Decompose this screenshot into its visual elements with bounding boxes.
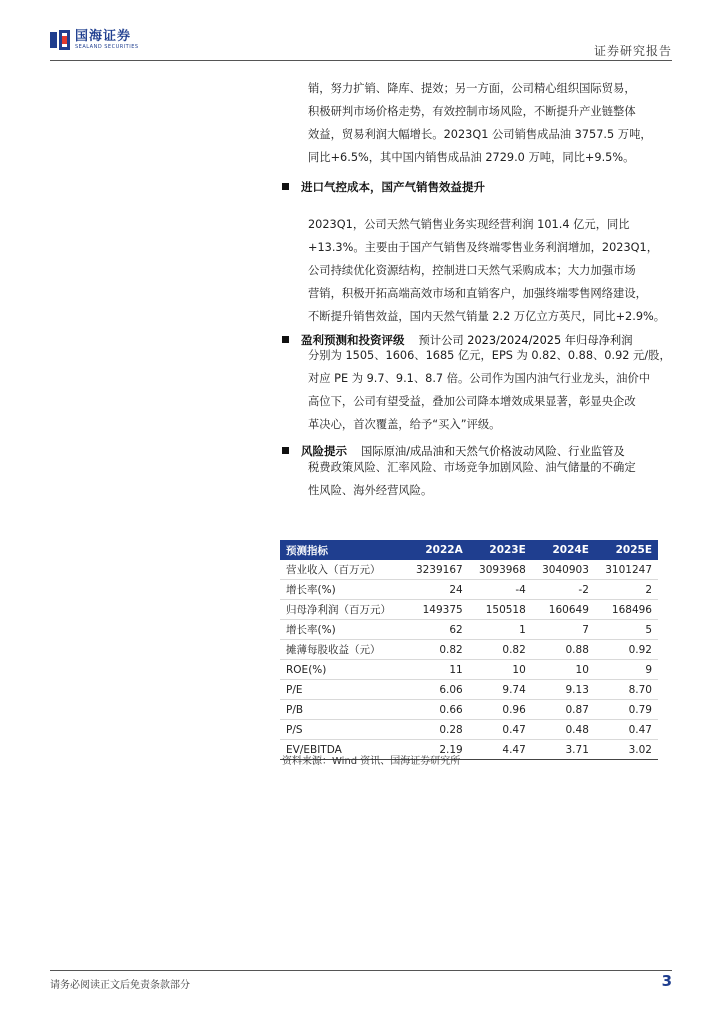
table-cell: 4.47 [469,740,532,760]
sealand-logo [50,30,139,50]
footer-divider [50,970,672,971]
paragraph-line: 营销，积极开拓高端高效市场和直销客户，加强终端零售网络建设， [308,287,647,300]
table-row [280,600,658,620]
table-cell: 10 [532,660,595,680]
forecast-first-line: 预计公司 2023/2024/2025 年归母净利润 [418,334,633,347]
paragraph-line: +13.3%。主要由于国产气销售及终端零售业务利润增加，2023Q1， [308,241,659,254]
paragraph-line: 性风险、海外经营风险。 [308,484,433,497]
table-cell: 11 [406,660,469,680]
table-cell: 160649 [532,600,595,620]
table-header-cell: 预测指标 [280,540,406,560]
paragraph-line: 效益，贸易利润大幅增长。2023Q1 公司销售成品油 3757.5 万吨， [308,128,652,141]
gas-heading-text: 进口气控成本，国产气销售效益提升 [301,180,485,194]
table-cell: 营业收入（百万元） [280,560,406,580]
table-cell: 3093968 [469,560,532,580]
forecast-heading-text: 盈利预测和投资评级 [301,333,405,347]
table-cell: 0.82 [469,640,532,660]
forecast-section-body [308,344,672,436]
table-row [280,660,658,680]
table-cell: 2.19 [406,740,469,760]
table-cell: EV/EBITDA [280,740,406,760]
table-cell: 5 [595,620,658,640]
table-cell: 2 [595,580,658,600]
table-cell: 149375 [406,600,469,620]
table-cell: 9.74 [469,680,532,700]
table-cell: -2 [532,580,595,600]
table-cell: 9.13 [532,680,595,700]
bullet-square-icon [282,447,289,454]
paragraph-line: 销，努力扩销、降库、提效；另一方面，公司精心组织国际贸易， [308,82,636,95]
logo-chinese-name: 国海证券 [75,29,132,44]
table-row [280,620,658,640]
paragraph-line: 革决心，首次覆盖，给予“买入”评级。 [308,418,501,431]
paragraph-line: 公司持续优化资源结构，控制进口天然气采购成本；大力加强市场 [308,264,636,277]
table-cell: -4 [469,580,532,600]
table-cell: 3239167 [406,560,469,580]
table-cell: 62 [406,620,469,640]
table-cell: 增长率(%) [280,580,406,600]
table-cell: 168496 [595,600,658,620]
table-cell: 0.28 [406,720,469,740]
table-header-row [280,540,658,560]
table-cell: 0.82 [406,640,469,660]
table-row [280,680,658,700]
table-row [280,700,658,720]
table-cell: 10 [469,660,532,680]
risk-section-body [308,456,672,502]
table-header-cell: 2024E [532,540,595,560]
bullet-square-icon [282,183,289,190]
table-cell: 0.47 [595,720,658,740]
paragraph-line: 不断提升销售效益，国内天然气销量 2.2 万亿立方英尺，同比+2.9%。 [308,310,666,323]
page-number: 3 [661,972,672,990]
paragraph-line: 高位下，公司有望受益，叠加公司降本增效成果显著，彰显央企改 [308,395,636,408]
table-source-note: 资料来源：Wind 资讯、国海证券研究所 [282,756,461,767]
table-cell: 0.66 [406,700,469,720]
table-cell: 24 [406,580,469,600]
paragraph-line: 对应 PE 为 9.7、9.1、8.7 倍。公司作为国内油气行业龙头，油价中 [308,372,651,385]
table-cell: 0.92 [595,640,658,660]
table-cell: 3.71 [532,740,595,760]
bullet-square-icon [282,336,289,343]
table-cell: 6.06 [406,680,469,700]
table-cell: 8.70 [595,680,658,700]
paragraph-line: 同比+6.5%，其中国内销售成品油 2729.0 万吨，同比+9.5%。 [308,151,635,164]
table-cell: 7 [532,620,595,640]
table-cell: 150518 [469,600,532,620]
table-cell: 9 [595,660,658,680]
table-cell: 0.88 [532,640,595,660]
table-cell: 0.47 [469,720,532,740]
table-cell: ROE(%) [280,660,406,680]
forecast-table [280,540,658,760]
table-cell: P/S [280,720,406,740]
table-cell: 增长率(%) [280,620,406,640]
table-cell: 摊薄每股收益（元） [280,640,406,660]
table-cell: 0.87 [532,700,595,720]
gas-section-heading [282,179,485,195]
table-cell: 0.96 [469,700,532,720]
risk-heading-text: 风险提示 [301,444,347,458]
table-header-cell: 2022A [406,540,469,560]
gas-section-body [308,213,672,328]
disclaimer-note: 请务必阅读正文后免责条款部分 [50,980,190,991]
table-cell: 0.48 [532,720,595,740]
header-divider [50,60,672,61]
table-cell: 3101247 [595,560,658,580]
table-row [280,580,658,600]
table-row [280,560,658,580]
table-cell: 1 [469,620,532,640]
paragraph-line: 分别为 1505、1606、1685 亿元，EPS 为 0.82、0.88、0.92 元/股， [308,349,671,362]
table-cell: 0.79 [595,700,658,720]
table-row [280,720,658,740]
page-header [0,0,724,62]
paragraph-line: 税费政策风险、汇率风险、市场竞争加剧风险、油气储量的不确定 [308,461,636,474]
paragraph-line: 2023Q1，公司天然气销售业务实现经营利润 101.4 亿元，同比 [308,218,630,231]
table-cell: 3040903 [532,560,595,580]
table-header-cell: 2023E [469,540,532,560]
refined-oil-paragraph [308,77,672,169]
logo-english-name: SEALAND SECURITIES [75,44,139,50]
table-row [280,640,658,660]
sealand-logo-icon [50,30,70,50]
table-cell: 3.02 [595,740,658,760]
report-type-label: 证券研究报告 [593,44,672,58]
table-header-cell: 2025E [595,540,658,560]
paragraph-line: 积极研判市场价格走势，有效控制市场风险，不断提升产业链整体 [308,105,636,118]
risk-first-line: 国际原油/成品油和天然气价格波动风险、行业监管及 [361,445,625,458]
table-cell: P/E [280,680,406,700]
table-cell: 归母净利润（百万元） [280,600,406,620]
table-cell: P/B [280,700,406,720]
